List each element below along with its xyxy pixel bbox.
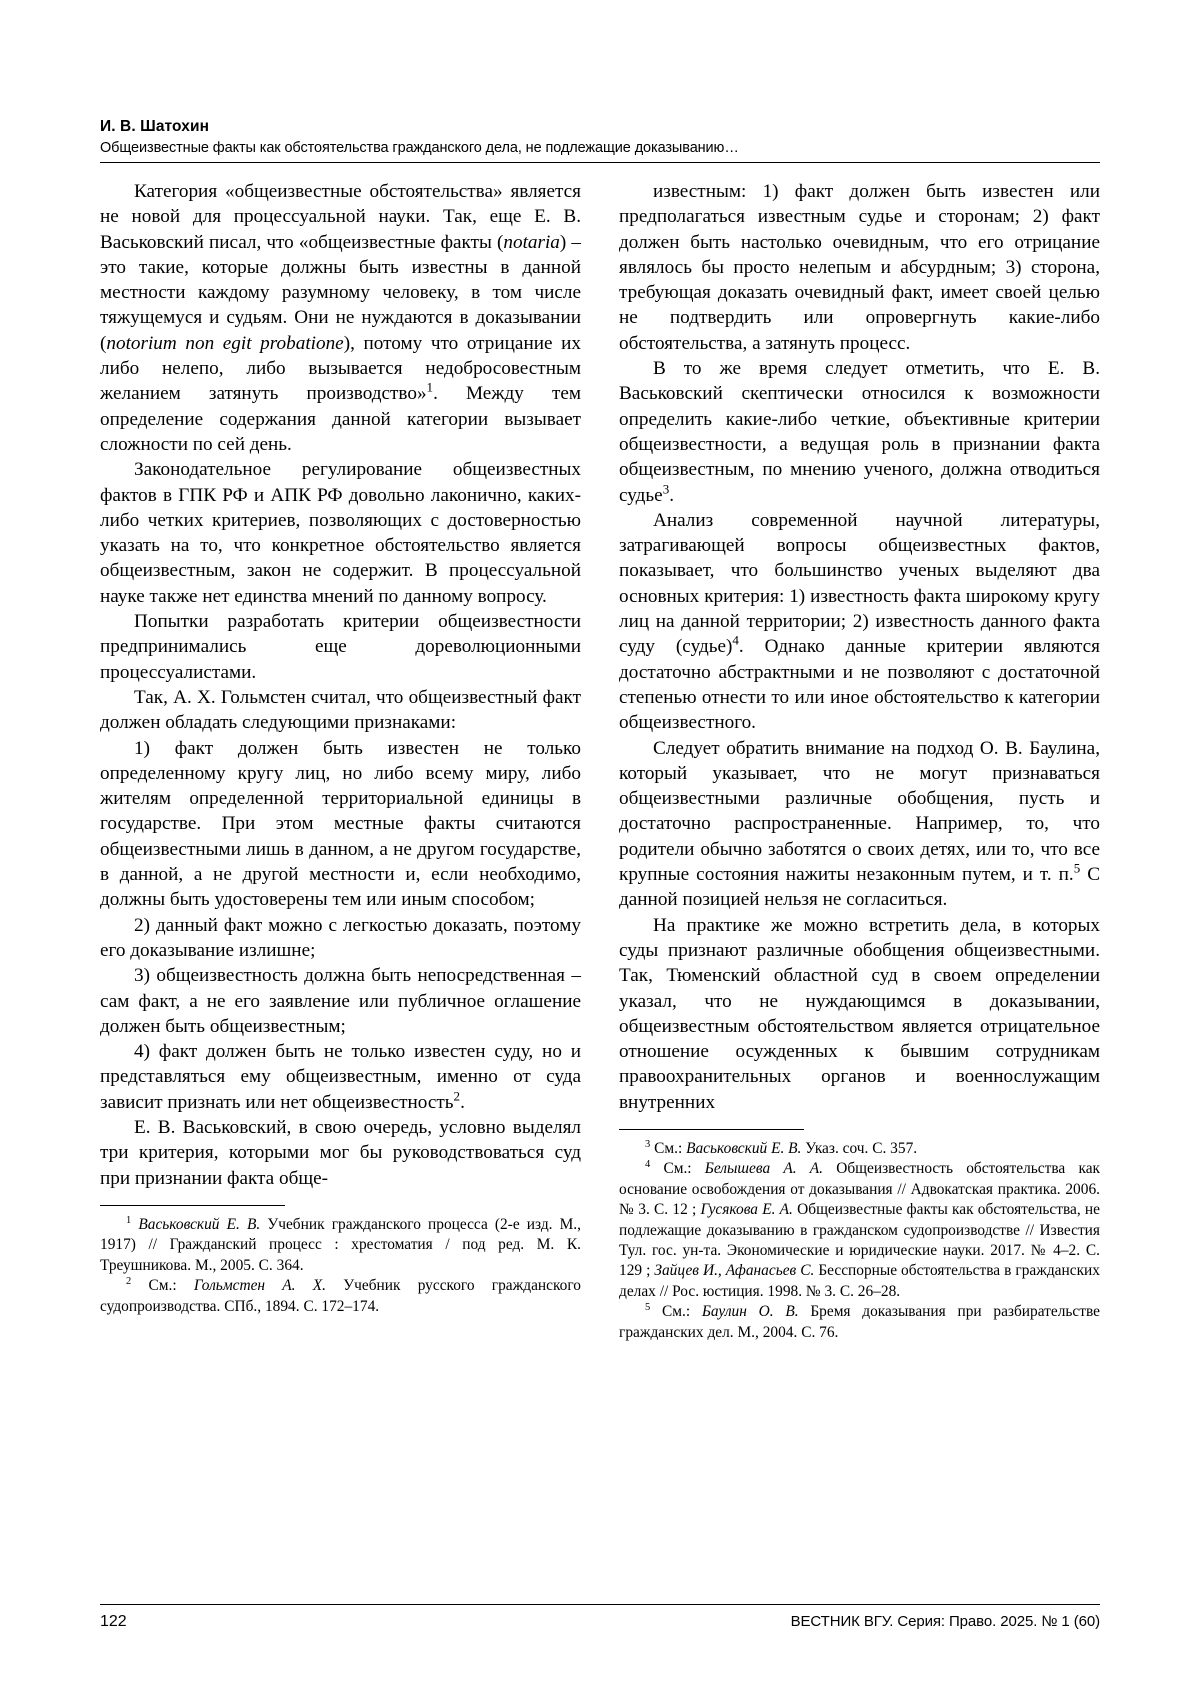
paragraph-text-part: 4) факт должен быть не только известен суду, но и представляться ему общеизвестным, именно от суда зависит признать или нет общеизвестность <box>100 1041 581 1113</box>
latin-term-notaria: notaria <box>503 231 560 253</box>
footnote-number: 3 <box>645 1138 651 1150</box>
footnote-ref-1: 1 <box>426 379 434 395</box>
footnote-number: 1 <box>126 1214 132 1226</box>
two-column-body <box>100 179 1100 1343</box>
footnote-author: Белышева А. А. <box>704 1160 824 1178</box>
footnote-divider <box>619 1129 804 1130</box>
footnote-text: См.: <box>663 1160 705 1178</box>
right-column <box>619 179 1100 1343</box>
paragraph-text-part: Категория «общеизвестные обстоятельства» является не новой для процессуальной науки. Так, еще Е. В. Васьковский писал, что «общеизвестные факты ( <box>100 181 581 253</box>
paragraph-text-part: С данной позицией нельзя не согласиться. <box>619 864 1100 911</box>
paragraph: 3) общеизвестность должна быть непосредственная – сам факт, а не его заявление или публичное оглашение должен быть общеизвестным; <box>100 965 581 1037</box>
paragraph <box>619 356 1100 508</box>
journal-info: ВЕСТНИК ВГУ. Серия: Право. 2025. № 1 (60) <box>790 1613 1100 1630</box>
paragraph-text-part: Анализ современной научной литературы, затрагивающей вопросы общеизвестных фактов, показывает, что большинство ученых выделяют два основных критерия: 1) известность факта широкому кругу лиц на данной территории; 2) известность данного факта суду (судье) <box>619 509 1100 658</box>
paragraph <box>619 508 1100 736</box>
footnote-text: См.: <box>661 1303 702 1321</box>
footnote-number: 4 <box>645 1159 651 1171</box>
paragraph <box>619 736 1100 913</box>
footnote-author: Васьковский Е. В. <box>138 1215 261 1233</box>
footnote-text: Общеизвестность обстоятельства как основание освобождения от доказывания // Адвокатская практика. 2006. № 3. С. 12 ; <box>619 1160 1101 1219</box>
left-column <box>100 179 581 1343</box>
paragraph: Законодательное регулирование общеизвестных фактов в ГПК РФ и АПК РФ довольно лаконично, каких-либо четких критериев, позволяющих с достоверностью указать на то, что конкретное обстоятельство является общеизвестным, закон не содержит. В процессуальной науке также нет единства мнений по данному вопросу. <box>100 459 581 607</box>
footnote-number: 5 <box>645 1302 651 1314</box>
footnote-ref-5: 5 <box>1073 860 1081 876</box>
paragraph: Попытки разработать критерии общеизвестности предпринимались еще дореволюционными процессуалистами. <box>100 611 581 683</box>
right-footnotes <box>619 1129 1100 1343</box>
paragraph: 2) данный факт можно с легкостью доказать, поэтому его доказывание излишне; <box>100 914 581 961</box>
paragraph <box>100 179 581 457</box>
paragraph-text-part: . <box>669 484 675 506</box>
footnote-number: 2 <box>126 1275 132 1287</box>
paragraph: Так, А. Х. Гольмстен считал, что общеизвестный факт должен обладать следующими признаками: <box>100 686 581 734</box>
page-footer <box>100 1596 1100 1631</box>
paragraph: 1) факт должен быть известен не только определенному кругу лиц, но либо всему миру, либо жителям определенной территориальной единицы в государстве. При этом местные факты считаются общеизвестными лишь в данном, а не другом государстве, в данной, а не другой местности и, если необходимо, должны быть удостоверены тем или иным способом; <box>100 737 581 911</box>
paragraph: известным: 1) факт должен быть известен или предполагаться известным судье и сторонам; 2) факт должен быть настолько очевидным, что его отрицание являлось бы просто нелепым и абсурдным; 3) сторона, требующая доказать очевидный факт, имеет своей целью не подтвердить или опровергнуть какие-либо обстоятельства, а затянуть процесс. <box>619 181 1100 354</box>
page-number: 122 <box>100 1613 127 1630</box>
footnote-author: Баулин О. В. <box>701 1303 799 1321</box>
footnote <box>100 1276 581 1317</box>
footnote <box>100 1215 581 1276</box>
paragraph-text-part: . Между тем определение содержания данной категории вызывает сложности по сей день. <box>100 383 581 455</box>
paragraph-text-part: Следует обратить внимание на подход О. В. Баулина, который указывает, что не могут признаваться общеизвестными различные обобщения, пусть и достаточно распространенные. Например, то, что родители обычно заботятся о своих детях, или то, что все крупные состояния нажиты незаконным путем, и т. п. <box>619 737 1100 886</box>
paragraph: Е. В. Васьковский, в свою очередь, условно выделял три критерия, которыми мог бы руководствоваться суд при признании факта обще- <box>100 1116 581 1189</box>
footnote-text: См.: <box>654 1139 687 1157</box>
paragraph-text-part: ) – это такие, которые должны быть известны в данной местности каждому разумному человеку, в том числе тяжущемуся и судьям. Они не нуждаются в доказывании ( <box>100 231 581 354</box>
header-divider <box>100 162 1100 163</box>
footnote-text: Учебник русского гражданского судопроизводства. СПб., 1894. С. 172–174. <box>100 1277 581 1315</box>
left-footnotes <box>100 1205 581 1317</box>
footnote <box>619 1159 1100 1302</box>
footer-divider <box>100 1604 1100 1605</box>
paragraph-text-part: . <box>460 1091 465 1113</box>
footnote <box>619 1139 1100 1159</box>
footnote-text: Указ. соч. С. 357. <box>801 1139 918 1157</box>
footnote-text: Учебник гражданского процесса (2-е изд. М., 1917) // Гражданский процесс : хрестоматия / под ред. М. К. Треушникова. М., 2005. С. 364. <box>100 1215 581 1274</box>
footnote-text: Бремя доказывания при разбирательстве гражданских дел. М., 2004. С. 76. <box>619 1303 1100 1341</box>
footnote-text: Бесспорные обстоятельства в гражданских делах // Рос. юстиция. 1998. № 3. С. 26–28. <box>619 1262 1100 1300</box>
footnote-ref-4: 4 <box>732 632 739 648</box>
footnote-text: См.: <box>148 1277 194 1295</box>
paragraph-text-part: ), потому что отрицание их либо нелепо, либо вызывается недобросовестным желанием затянуть производство» <box>100 332 581 405</box>
footnote-ref-2: 2 <box>453 1088 461 1104</box>
running-head-title: Общеизвестные факты как обстоятельства гражданского дела, не подлежащие доказыванию… <box>100 140 739 156</box>
footnote-ref-3: 3 <box>662 481 670 497</box>
running-head <box>100 118 1100 162</box>
running-head-author: И. В. Шатохин <box>100 118 210 135</box>
paragraph: На практике же можно встретить дела, в которых суды признают различные обобщения общеизвестными. Так, Тюменский областной суд в своем определении указал, что не нуждающимся в доказывании, общеизвестным обстоятельством является отрицательное отношение осужденных к бывшим сотрудникам правоохранительных органов и военнослужащим внутренних <box>619 914 1100 1113</box>
paragraph-text-part: В то же время следует отметить, что Е. В. Васьковский скептически относился к возможности определить какие-либо четкие, объективные критерии общеизвестности, а ведущая роль в признании факта общеизвестным, по мнению ученого, должна отводиться судье <box>619 358 1100 506</box>
footnote-divider <box>100 1205 285 1206</box>
paragraph <box>100 1039 581 1115</box>
latin-term-notorium: notorium non egit probatione <box>106 332 344 354</box>
footnote-author: Гольмстен А. Х. <box>193 1277 326 1295</box>
footnote-author: Гусякова Е. А. <box>700 1201 793 1219</box>
footnote-text: Общеизвестные факты как обстоятельства, не подлежащие доказыванию в гражданском судопроизводстве // Известия Тул. гос. ун-та. Экономические и юридические науки. 2017. № 4–2. С. 129 ; <box>619 1201 1100 1280</box>
footnote-author: Васьковский Е. В. <box>686 1139 802 1157</box>
paragraph-text-part: . Однако данные критерии являются достаточно абстрактными и не позволяют с достаточной степенью отнести то или иное обстоятельство к категории общеизвестного. <box>619 636 1100 734</box>
footnote-author: Зайцев И., Афанасьев С. <box>654 1262 815 1280</box>
footnote <box>619 1302 1100 1343</box>
